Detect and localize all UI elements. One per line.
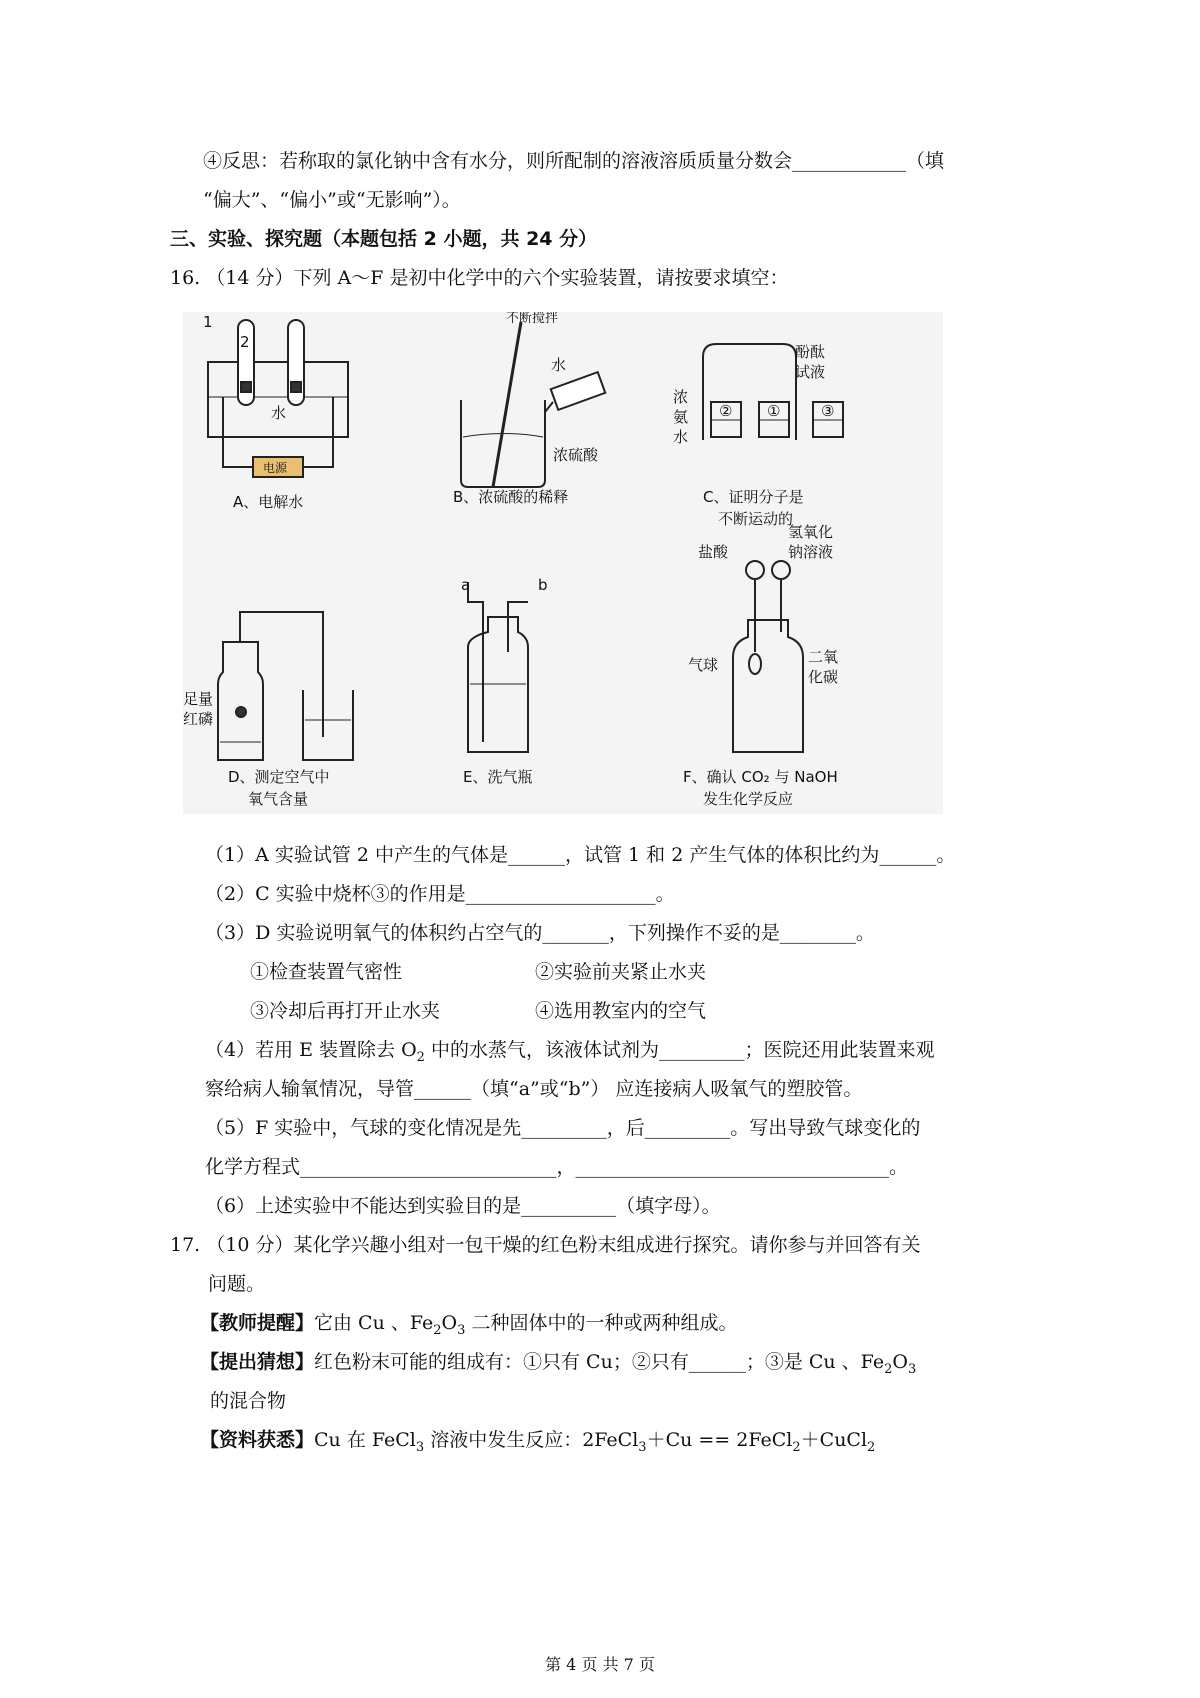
- f-co2-label-1: 二氧: [808, 648, 839, 666]
- teacher-hint: 【教师提醒】它由 Cu 、$Fe_2O_3$ 二种固体中的一种或两种组成。: [200, 1312, 738, 1338]
- caption-f-2: 发生化学反应: [703, 790, 794, 808]
- b-water-label: 水: [551, 356, 567, 374]
- caption-d-1: D、测定空气中: [228, 768, 330, 786]
- option-3: ③冷却后再打开止水夹: [250, 1000, 441, 1022]
- e-tube-a-label: a: [461, 576, 471, 594]
- b-stir-label: 不断搅拌: [506, 312, 559, 326]
- experiment-figure: [183, 312, 943, 814]
- option-1: ①检查装置气密性: [250, 961, 403, 983]
- a-tube1-label: 1: [203, 313, 213, 331]
- info: 【资料获悉】Cu 在 FeCl$_3$ 溶液中发生反应：2FeCl$_3$＋Cu == 2FeCl$_2$＋CuCl$_2$: [200, 1429, 876, 1455]
- c-beaker-1-label: ①: [767, 402, 781, 420]
- c-phen-label-1: 酚酞: [795, 343, 826, 361]
- caption-a: A、电解水: [233, 493, 304, 511]
- caption-b: B、浓硫酸的稀释: [453, 488, 569, 506]
- d-phosphorus-label-2: 红磷: [183, 710, 214, 728]
- reflection-line-2: “偏大”、“偏小”或“无影响”）。: [203, 189, 461, 211]
- f-co2-label-2: 化碳: [808, 668, 839, 686]
- f-naoh-label-2: 钠溶液: [788, 543, 834, 561]
- a-tube2-label: 2: [240, 333, 250, 351]
- b-acid-label: 浓硫酸: [553, 446, 599, 464]
- answer-5-cont: 化学方程式___________________________，_________________________________。: [205, 1156, 909, 1178]
- caption-c-2: 不断运动的: [718, 510, 794, 528]
- caption-d-2: 氧气含量: [248, 790, 309, 808]
- caption-e: E、洗气瓶: [463, 768, 533, 786]
- page-footer: 第 4 页 共 7 页: [545, 1655, 655, 1674]
- c-phen-label-2: 试液: [795, 363, 826, 381]
- d-phosphorus-label-1: 足量: [183, 690, 214, 708]
- answer-1: （1）A 实验试管 2 中产生的气体是______，试管 1 和 2 产生气体的体积比约为______。: [205, 844, 956, 866]
- e-tube-b-label: b: [538, 576, 548, 594]
- answer-4-cont: 察给病人输氧情况，导管______（填“a”或“b”） 应连接病人吸氧气的塑胶管。: [205, 1078, 863, 1100]
- c-beaker-3-label: ③: [821, 402, 835, 420]
- answer-6: （6）上述实验中不能达到实验目的是__________（填字母）。: [205, 1195, 721, 1217]
- caption-f-1: F、确认 CO₂ 与 NaOH: [683, 768, 838, 786]
- c-ammonia-label-1: 浓: [673, 388, 689, 406]
- answer-3: （3）D 实验说明氧气的体积约占空气的_______，下列操作不妥的是________。: [205, 922, 875, 944]
- reflection-line: ④反思：若称取的氯化钠中含有水分，则所配制的溶液溶质质量分数会____________（填: [203, 150, 945, 172]
- question-17: 17. （10 分）某化学兴趣小组对一包干燥的红色粉末组成进行探究。请你参与并回答有关: [170, 1234, 921, 1256]
- f-hcl-label: 盐酸: [698, 543, 729, 561]
- f-naoh-label-1: 氢氧化: [788, 523, 834, 541]
- c-ammonia-label-3: 水: [673, 428, 689, 446]
- f-balloon-label: 气球: [688, 656, 719, 674]
- a-water-label: 水: [271, 404, 287, 422]
- question-16: 16. （14 分）下列 A～F 是初中化学中的六个实验装置，请按要求填空：: [170, 267, 789, 289]
- section-heading: 三、实验、探究题（本题包括 2 小题，共 24 分）: [170, 228, 598, 250]
- c-beaker-2-label: ②: [719, 402, 733, 420]
- hypothesis-cont: 的混合物: [210, 1390, 287, 1412]
- c-ammonia-label-2: 氨: [673, 408, 689, 426]
- answer-2: （2）C 实验中烧杯③的作用是____________________。: [205, 883, 675, 905]
- option-4: ④选用教室内的空气: [535, 1000, 707, 1022]
- answer-4: （4）若用 E 装置除去 $O_2$ 中的水蒸气，该液体试剂为_________；医院还用此装置来观: [205, 1039, 935, 1065]
- option-2: ②实验前夹紧止水夹: [535, 961, 707, 983]
- a-power-label: 电源: [263, 461, 288, 475]
- hypothesis: 【提出猜想】红色粉末可能的组成有：①只有 Cu；②只有______；③是 Cu 、$Fe_2O_3$: [200, 1351, 917, 1377]
- caption-c-1: C、证明分子是: [703, 488, 804, 506]
- answer-5: （5）F 实验中，气球的变化情况是先_________，后_________。写出导致气球变化的: [205, 1117, 921, 1139]
- question-17-cont: 问题。: [208, 1273, 266, 1295]
